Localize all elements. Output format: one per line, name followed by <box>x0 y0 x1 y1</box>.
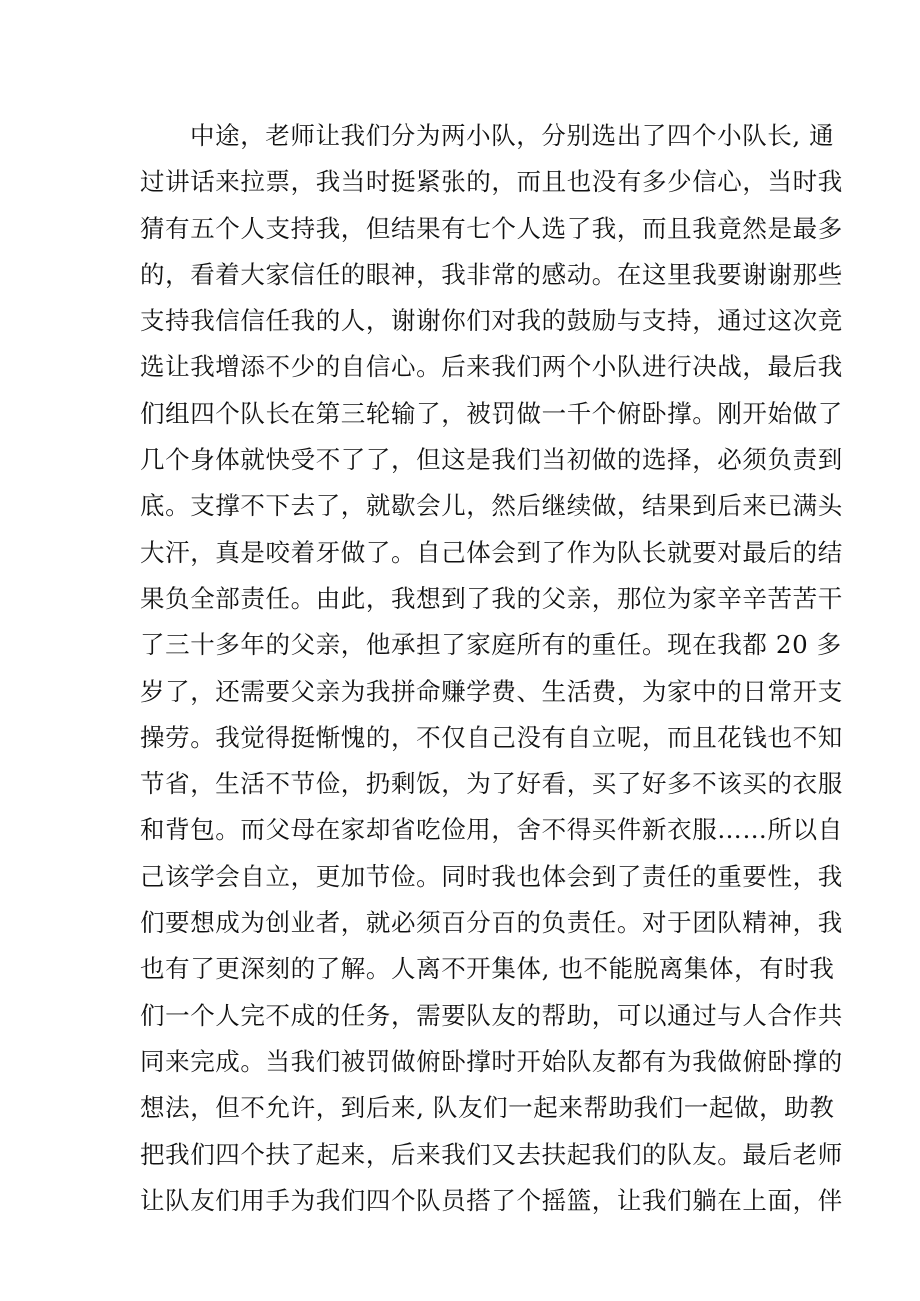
text-line: 们组四个队长在第三轮输了，被罚做一千个俯卧撑。刚开始做了 <box>140 398 843 428</box>
text-line: 大汗，真是咬着牙做了。自己体会到了作为队长就要对最后的结 <box>140 537 843 567</box>
text-line: 几个身体就快受不了了，但这是我们当初做的选择，必须负责到 <box>140 445 843 475</box>
text-line: 让队友们用手为我们四个队员搭了个摇篮，让我们躺在上面，伴 <box>140 1185 843 1215</box>
text-line: 岁了，还需要父亲为我拼命赚学费、生活费，为家中的日常开支 <box>140 676 843 706</box>
text-line: 和背包。而父母在家却省吃俭用，舍不得买件新衣服……所以自 <box>140 815 843 845</box>
text-line: 把我们四个扶了起来，后来我们又去扶起我们的队友。最后老师 <box>140 1139 843 1169</box>
text-line: 中途，老师让我们分为两小队，分别选出了四个小队长, 通 <box>190 121 835 150</box>
text-line: 选让我增添不少的自信心。后来我们两个小队进行决战，最后我 <box>140 352 843 382</box>
body-paragraph <box>140 113 843 1224</box>
text-line: 果负全部责任。由此，我想到了我的父亲，那位为家辛辛苦苦干 <box>140 583 843 613</box>
text-line: 也有了更深刻的了解。人离不开集体, 也不能脱离集体，有时我 <box>140 954 835 984</box>
text-line: 底。支撑不下去了，就歇会儿，然后继续做，结果到后来已满头 <box>140 491 843 521</box>
text-line: 己该学会自立，更加节俭。同时我也体会到了责任的重要性，我 <box>140 861 843 891</box>
text-line: 操劳。我觉得挺惭愧的，不仅自己没有自立呢，而且花钱也不知 <box>140 722 843 752</box>
text-line: 们要想成为创业者，就必须百分百的负责任。对于团队精神，我 <box>140 908 843 938</box>
text-line: 了三十多年的父亲，他承担了家庭所有的重任。现在我都 20 多 <box>140 630 842 660</box>
text-line: 想法，但不允许，到后来, 队友们一起来帮助我们一起做，助教 <box>140 1093 835 1123</box>
text-line: 的，看着大家信任的眼神，我非常的感动。在这里我要谢谢那些 <box>140 259 843 289</box>
text-line: 过讲话来拉票，我当时挺紧张的，而且也没有多少信心，当时我 <box>140 167 843 197</box>
text-line: 支持我信信任我的人，谢谢你们对我的鼓励与支持，通过这次竞 <box>140 306 843 336</box>
text-line: 们一个人完不成的任务，需要队友的帮助，可以通过与人合作共 <box>140 1000 843 1030</box>
text-line: 节省，生活不节俭，扔剩饭，为了好看，买了好多不该买的衣服 <box>140 769 843 799</box>
text-line: 同来完成。当我们被罚做俯卧撑时开始队友都有为我做俯卧撑的 <box>140 1046 843 1076</box>
text-line: 猜有五个人支持我，但结果有七个人选了我，而且我竟然是最多 <box>140 213 843 243</box>
